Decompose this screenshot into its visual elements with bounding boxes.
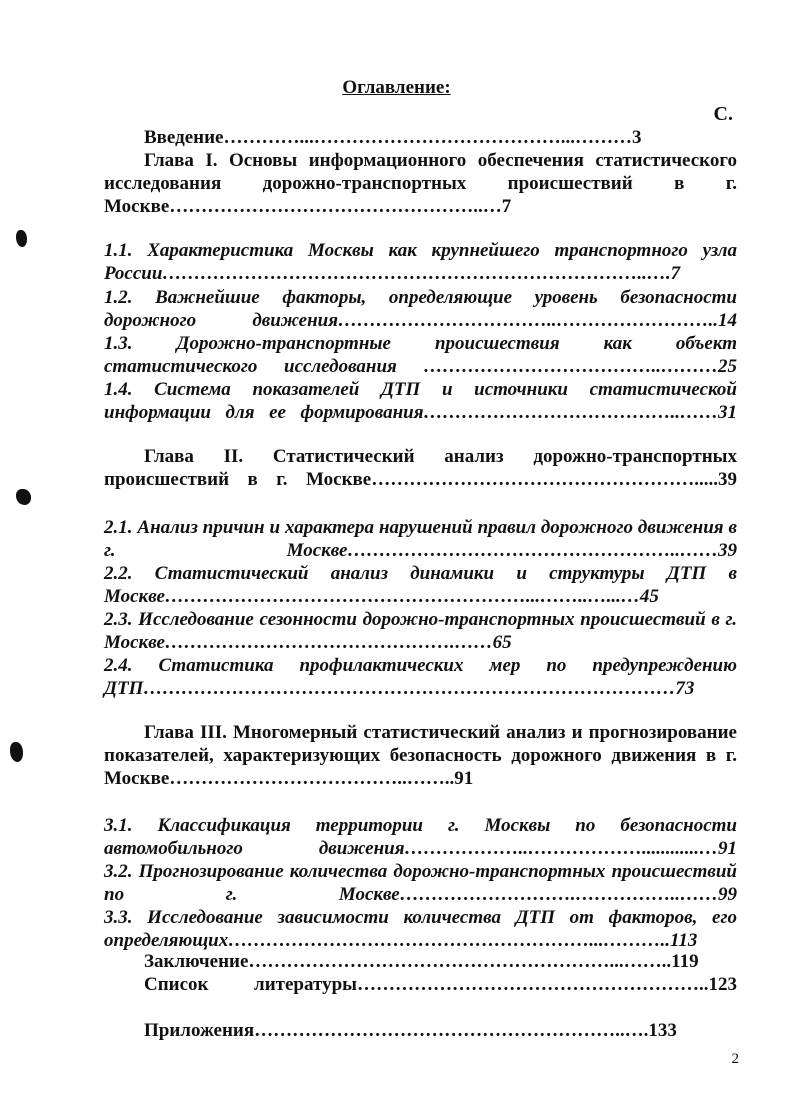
page-title: Оглавление: — [342, 77, 451, 98]
toc-intro: Введение…………...…………………………………...………3 — [144, 127, 642, 148]
toc-section-1-3: 1.3. Дорожно-транспортные происшествия как объект статистического исследования ………………………………..………25 — [104, 333, 737, 377]
scan-mark-1 — [16, 230, 27, 247]
toc-chapter-2: Глава II. Статистический анализ дорожно-транспортных происшествий в г. Москве…………………………………………….....39 — [104, 446, 737, 490]
toc-chapter-1: Глава I. Основы информационного обеспечения статистического исследования дорожно-транспортных происшествий в г. Москве…………………………………………..…7 — [104, 150, 737, 217]
toc-section-3-1: 3.1. Классификация территории г. Москвы по безопасности автомобильного движения………………..………………............…91 — [104, 815, 737, 859]
toc-section-2-2: 2.2. Статистический анализ динамики и структуры ДТП в Москве…………………………………………………...……..…...…45 — [104, 563, 737, 607]
toc-appendix: Приложения…………………………………………………..….133 — [144, 1020, 677, 1041]
toc-chapter-3: Глава III. Многомерный статистический анализ и прогнозирование показателей, характеризующих безопасность дорожного движения в г. Москве………………………………..……..91 — [104, 722, 737, 789]
page-column-label: С. — [713, 103, 733, 125]
scan-mark-3 — [10, 742, 23, 762]
toc-section-2-3: 2.3. Исследование сезонности дорожно-транспортных происшествий в г. Москве……………………………………….……65 — [104, 609, 737, 653]
toc-section-1-4: 1.4. Система показателей ДТП и источники статистической информации для ее формирования…………………………………..……31 — [104, 379, 737, 423]
toc-section-3-2: 3.2. Прогнозирование количества дорожно-транспортных происшествий по г. Москве……………………….……………..……99 — [104, 861, 737, 905]
toc-section-1-2: 1.2. Важнейшие факторы, определяющие уровень безопасности дорожного движения……………………………..……………………..14 — [104, 287, 737, 331]
toc-references: Список литературы………………………………………………..123 — [144, 974, 737, 995]
toc-section-1-1: 1.1. Характеристика Москвы как крупнейшего транспортного узла России…………………………………………………………………..….7 — [104, 240, 737, 284]
toc-conclusion: Заключение…………………………………………………...……..119 — [144, 951, 699, 972]
toc-section-2-4: 2.4. Статистика профилактических мер по предупреждению ДТП…………………………………………………………………………73 — [104, 655, 737, 699]
scan-mark-2 — [16, 489, 31, 505]
toc-section-3-3: 3.3. Исследование зависимости количества ДТП от факторов, его определяющих…………………………………………………...………..113 — [104, 907, 737, 951]
page-number: 2 — [731, 1051, 739, 1067]
toc-section-2-1: 2.1. Анализ причин и характера нарушений правил дорожного движения в г. Москве……………………………………………..……39 — [104, 517, 737, 561]
